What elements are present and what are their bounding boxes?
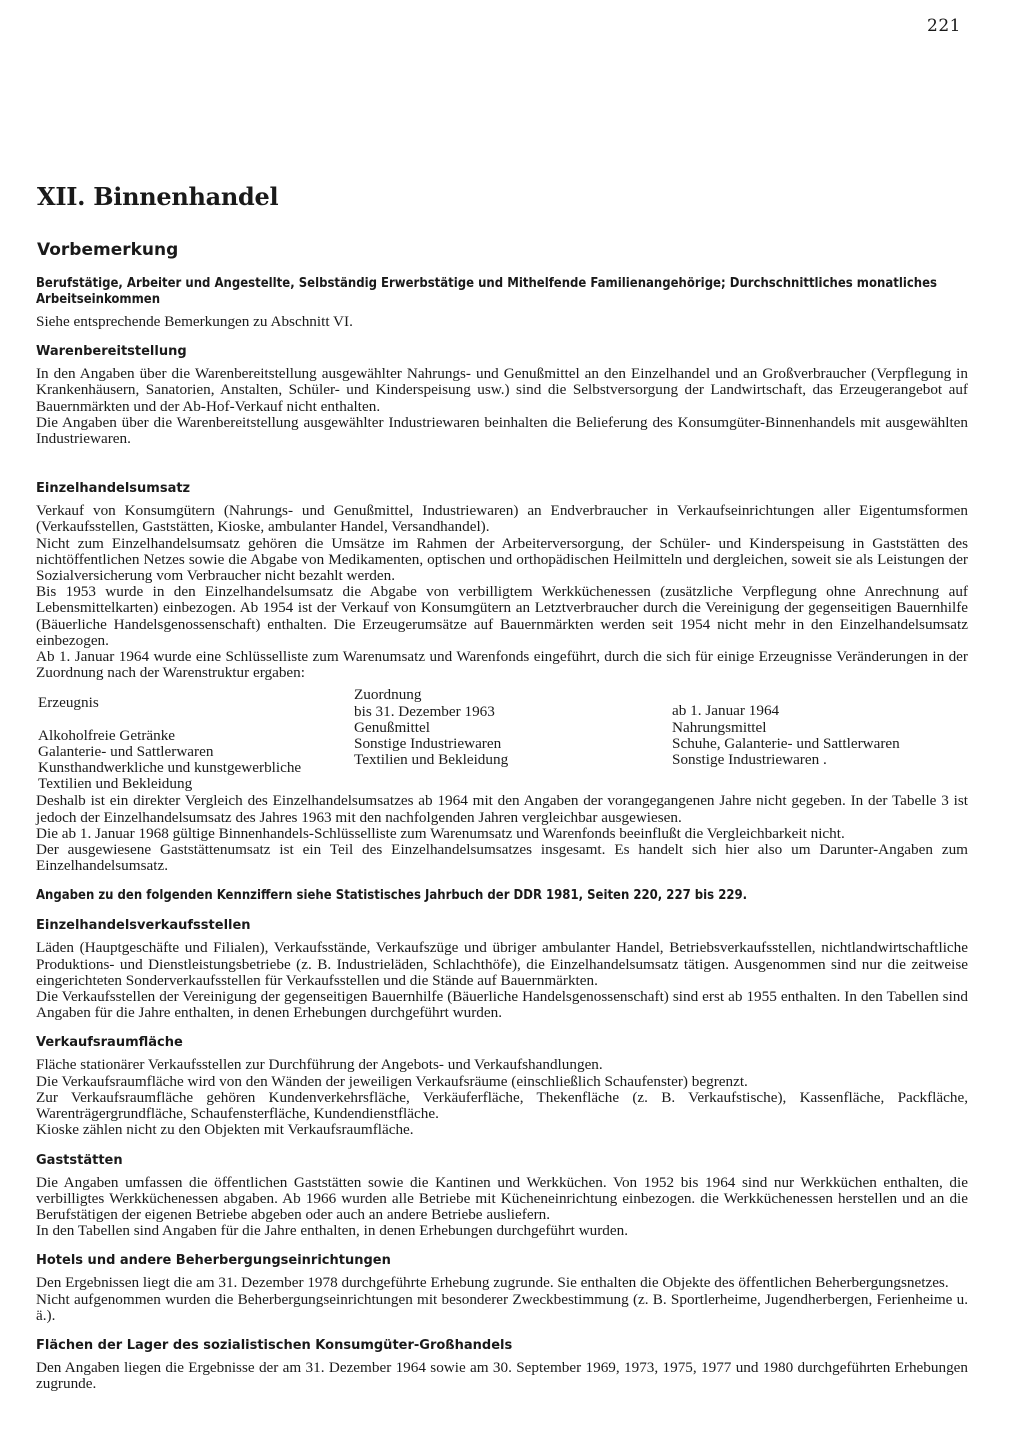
chapter-title: XII. Binnenhandel <box>37 182 279 211</box>
section-heading: Einzelhandelsumsatz <box>36 481 191 497</box>
table-cell: Textilien und Bekleidung <box>354 751 509 769</box>
table-column-bis <box>354 687 644 768</box>
paragraph: In den Angaben über die Warenbereitstellung ausgewählter Nahrungs- und Genußmittel an den Einzelhandel und an Großverbraucher (Verpflegung in Krankenhäusern, Sanatorien, Anstalten, Schüler- und Kinderspeisung usw.) sind die Selbstversorgung der Landwirtschaft, das Erzeugerangebot auf Bauernmärkten und der Ab-Hof-Verkauf nicht enthalten. <box>36 365 968 415</box>
table-cell: Sonstige Industriewaren . <box>672 751 827 769</box>
section-gaststaetten <box>36 1153 968 1240</box>
table-cell: Alkoholfreie Getränke <box>38 726 176 744</box>
paragraph: Siehe entsprechende Bemerkungen zu Abschnitt VI. <box>36 313 353 330</box>
paragraph: Nicht zum Einzelhandelsumsatz gehören die Umsätze im Rahmen der Arbeiterversorgung, der Schüler- und Kinderspeisung in Gaststätten des nichtöffentlichen Netzes sowie die Abgabe von Medikamenten, optischen und orthopädischen Heilmitteln und dergleichen, soweit sie als Leistungen der Sozialversicherung vom Verbraucher nicht bezahlt werden. <box>36 534 968 585</box>
section-warenbereitstellung <box>36 344 968 447</box>
section-heading: Gaststätten <box>36 1152 123 1168</box>
section-hotels <box>36 1253 968 1324</box>
section-einzelhandelsumsatz <box>36 481 968 874</box>
paragraph: Den Ergebnissen liegt die am 31. Dezember 1978 durchgeführte Erhebung zugrunde. Sie enthalten die Objekte des öffentlichen Beherbergungsnetzes. <box>36 1274 949 1292</box>
section-heading: Flächen der Lager des sozialistischen Konsumgüter-Großhandels <box>36 1337 513 1353</box>
table-cell: Nahrungsmittel <box>672 718 767 736</box>
paragraph: Die Angaben über die Warenbereitstellung ausgewählter Industriewaren beinhalten die Belieferung des Konsumgüter-Binnenhandels mit ausgewählten Industriewaren. <box>36 413 968 448</box>
paragraph: In den Tabellen sind Angaben für die Jahre enthalten, in denen Erhebungen durchgeführt wurden. <box>36 1222 629 1240</box>
paragraph: Die Angaben umfassen die öffentlichen Gaststätten sowie die Kantinen und Werkküchen. Von 1952 bis 1964 sind nur Werkküchen enthalten, die verbilligtes Werkküchenessen abgaben. Ab 1966 wurden alle Betriebe mit Kücheneinrichtung einbezogen. die Werkküchenessen herstellen und an die Berufstätigen der eigenen Betriebe abgeben oder auch an andere Betriebe ausliefern. <box>36 1173 968 1223</box>
section-heading: Warenbereitstellung <box>36 344 187 360</box>
paragraph: Deshalb ist ein direkter Vergleich des Einzelhandelsumsatzes ab 1964 mit den Angaben der vorangegangenen Jahre nicht gegeben. In der Tabelle 3 ist jedoch der Einzelhandelsumsatz des Jahres 1963 mit den nachfolgenden Jahren vergleichbar ausgewiesen. <box>36 792 968 826</box>
paragraph: Zur Verkaufsraumfläche gehören Kundenverkehrsfläche, Verkäuferfläche, Thekenfläche (z. B. Verkaufstische), Kassenfläche, Packfläche, Warenträgergrundfläche, Schaufensterfläche, Kundendienstfläche. <box>36 1088 968 1123</box>
section-berufstaetige <box>36 276 968 330</box>
section-verkaufsraumflaeche <box>36 1035 968 1138</box>
table-cell: Genußmittel <box>354 718 430 736</box>
table-cell: Kunsthandwerkliche und kunstgewerbliche Textilien und Bekleidung <box>38 759 302 793</box>
paragraph: Bis 1953 wurde in den Einzelhandelsumsatz die Abgabe von verbilligtem Werkküchenessen (zusätzliche Verpflegung ohne Anrechnung auf Lebensmittelkarten) einbezogen. Ab 1954 ist der Verkauf von Konsumgütern an Letztverbraucher durch die Vereinigung der gegenseitigen Bauernhilfe (Bäuerliche Handelsgenossenschaft) enthalten. Die Erzeugerumsätze auf Bauernmärkten werden seit 1954 nicht mehr in den Einzelhandelsumsatz einbezogen. <box>36 583 968 649</box>
table-header: bis 31. Dezember 1963 <box>354 702 495 720</box>
vorbemerkung-heading: Vorbemerkung <box>37 240 179 260</box>
section-kennziffern-hinweis <box>36 888 968 904</box>
table-header: Zuordnung <box>354 686 422 704</box>
table-header: ab 1. Januar 1964 <box>672 702 780 720</box>
paragraph: Läden (Hauptgeschäfte und Filialen), Verkaufsstände, Verkaufszüge und übriger ambulanter Handel, Betriebsverkaufsstellen, nichtlandwirtschaftliche Produktions- und Dienstleistungsbetriebe (z. B. Industrieläden, Schlachthöfe), die Einzelhandelsumsatz tätigen. Ausgenommen sind nur die zeitweise eingerichteten Sonderverkaufsstellen für Verkaufsstellen und die Stände auf Bauernmärkten. <box>36 939 968 989</box>
section-lagerflaechen <box>36 1338 968 1392</box>
zuordnung-table <box>36 686 968 793</box>
paragraph: Kioske zählen nicht zu den Objekten mit Verkaufsraumfläche. <box>36 1121 414 1139</box>
paragraph: Ab 1. Januar 1964 wurde eine Schlüsselliste zum Warenumsatz und Warenfonds eingeführt, durch die sich für einige Erzeugnisse Veränderungen in der Zuordnung nach der Warenstruktur ergaben: <box>36 648 968 682</box>
table-column-ab <box>672 703 972 768</box>
paragraph: Die Verkaufsraumfläche wird von den Wänden der jeweiligen Verkaufsräume (einschließlich Schaufenster) begrenzt. <box>36 1072 748 1090</box>
section-heading: Einzelhandelsverkaufsstellen <box>36 918 251 934</box>
document-body <box>36 276 968 1392</box>
section-heading: Verkaufsraumfläche <box>36 1035 183 1051</box>
paragraph: Die ab 1. Januar 1968 gültige Binnenhandels-Schlüsselliste zum Warenumsatz und Warenfonds beeinflußt die Vergleichbarkeit nicht. <box>36 824 845 842</box>
section-einzelhandelsverkaufsstellen <box>36 918 968 1021</box>
table-cell: Galanterie- und Sattlerwaren <box>38 742 214 760</box>
paragraph: Der ausgewiesene Gaststättenumsatz ist ein Teil des Einzelhandelsumsatzes insgesamt. Es handelt sich hier also um Darunter-Angaben zum Einzelhandelsumsatz. <box>36 841 968 875</box>
section-heading: Hotels und andere Beherbergungseinrichtungen <box>36 1253 391 1269</box>
paragraph: Verkauf von Konsumgütern (Nahrungs- und Genußmittel, Industriewaren) an Endverbraucher in Verkaufseinrichtungen aller Eigentumsformen (Verkaufsstellen, Gaststätten, Kioske, ambulanter Handel, Versandhandel). <box>36 502 968 536</box>
paragraph: Nicht aufgenommen wurden die Beherbergungseinrichtungen mit besonderer Zweckbestimmung (z. B. Sportlerheime, Jugendherbergen, Ferienheime u. ä.). <box>36 1290 968 1324</box>
table-header: Erzeugnis <box>38 694 99 712</box>
paragraph: Die Verkaufsstellen der Vereinigung der gegenseitigen Bauernhilfe (Bäuerliche Handelsgenossenschaft) sind erst ab 1955 enthalten. In den Tabellen sind Angaben für die Jahre enthalten, in denen Erhebungen durchgeführt wurden. <box>36 988 968 1022</box>
paragraph: Fläche stationärer Verkaufsstellen zur Durchführung der Angebots- und Verkaufshandlungen. <box>36 1056 603 1074</box>
paragraph: Den Angaben liegen die Ergebnisse der am 31. Dezember 1964 sowie am 30. September 1969, 1973, 1975, 1977 und 1980 durchgeführten Erhebungen zugrunde. <box>36 1358 968 1393</box>
table-cell: Schuhe, Galanterie- und Sattlerwaren <box>672 734 900 752</box>
section-heading: Berufstätige, Arbeiter und Angestellte, Selbständig Erwerbstätige und Mithelfende Familienangehörige; Durchschnittliches monatliches Arbeitseinkommen <box>36 276 937 307</box>
page-number: 221 <box>927 16 961 36</box>
section-heading: Angaben zu den folgenden Kennziffern siehe Statistisches Jahrbuch der DDR 1981, Seiten 220, 227 bis 229. <box>36 888 748 904</box>
table-column-erzeugnis <box>38 695 328 792</box>
table-cell: Sonstige Industriewaren <box>354 735 502 753</box>
